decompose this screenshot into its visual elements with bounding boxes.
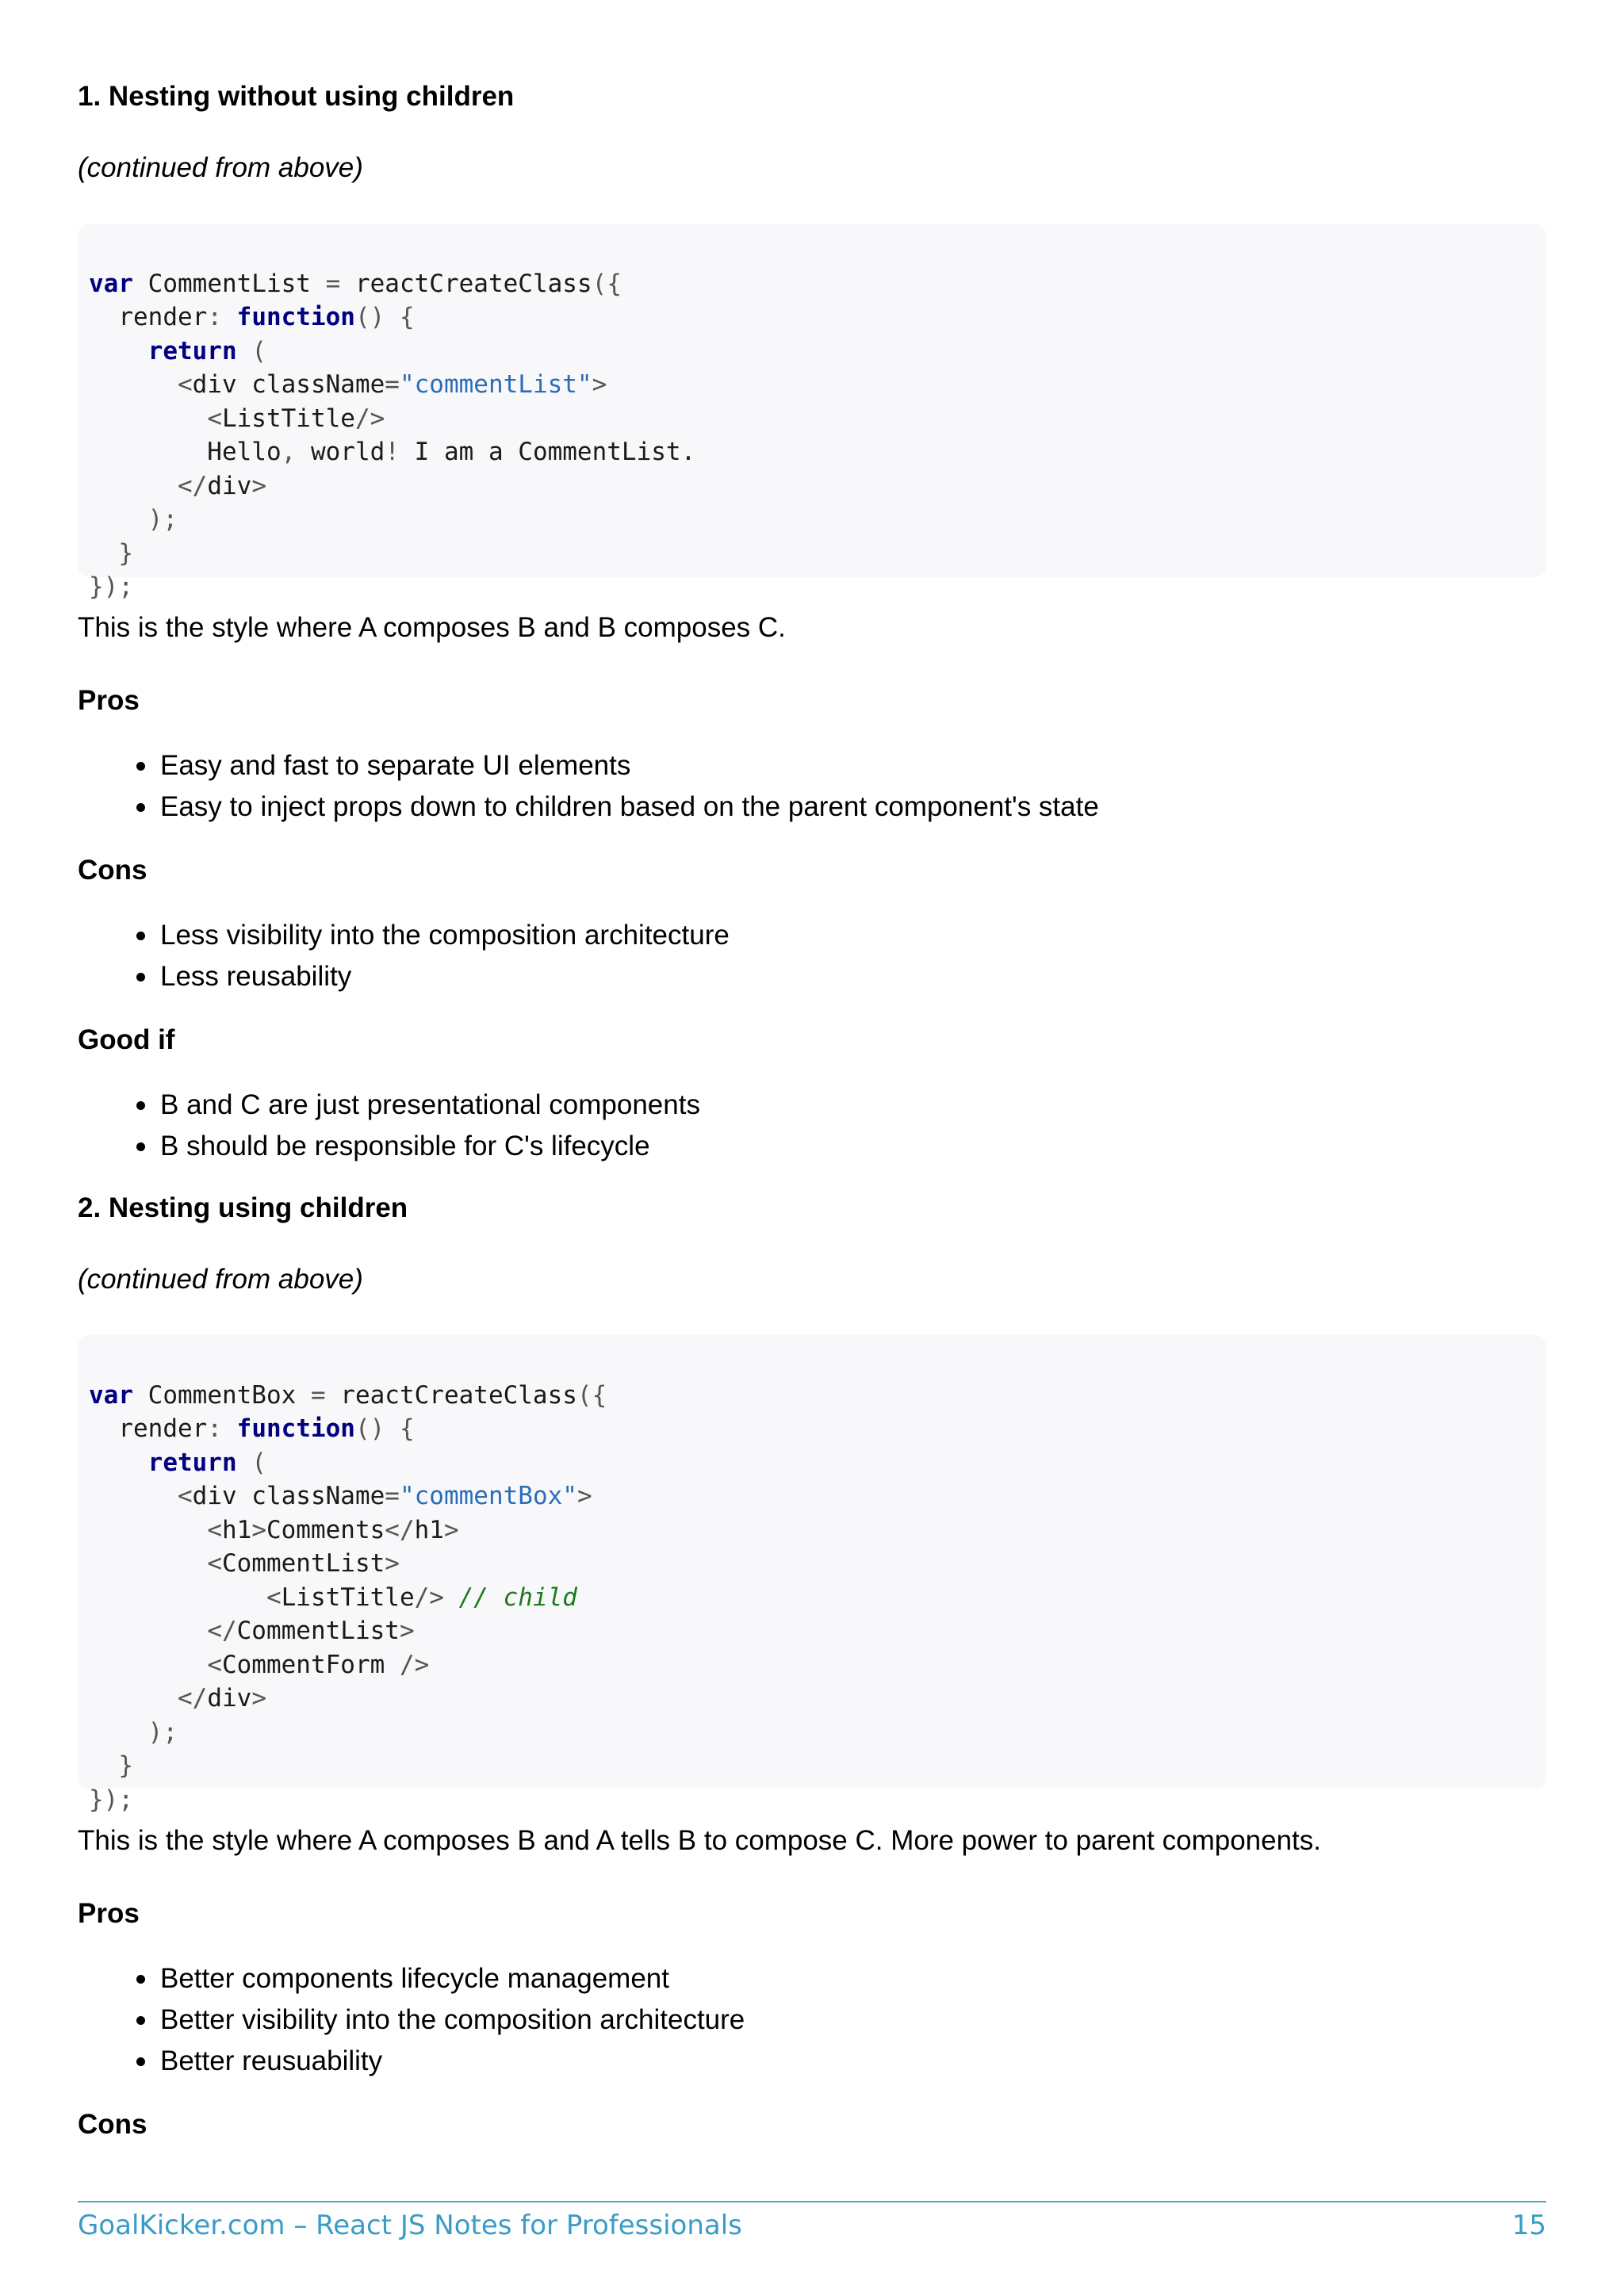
code-keyword: var bbox=[89, 269, 133, 298]
code-line: return ( bbox=[147, 336, 266, 365]
section1-goodif-heading: Good if bbox=[78, 1024, 175, 1055]
section1-cons-heading: Cons bbox=[78, 855, 147, 886]
list-item: Better components lifecycle management bbox=[160, 1958, 745, 1999]
list-item: Easy and fast to separate UI elements bbox=[160, 745, 1099, 786]
code-line: return ( bbox=[147, 1448, 266, 1477]
section1-code-block bbox=[78, 224, 1546, 601]
code-line: } bbox=[118, 538, 133, 568]
list-item: Less reusability bbox=[160, 956, 730, 997]
code-line: render: function() { bbox=[89, 1414, 415, 1443]
list-item: Better reusuability bbox=[160, 2041, 745, 2082]
section1-heading: 1. Nesting without using children bbox=[78, 81, 515, 112]
section2-heading: 2. Nesting using children bbox=[78, 1192, 408, 1223]
list-item: Easy to inject props down to children based on the parent component's state bbox=[160, 786, 1099, 828]
code-line: var CommentList = reactCreateClass({ bbox=[89, 269, 622, 298]
code-line: <div className="commentList"> bbox=[177, 370, 607, 399]
code-line: Hello, world! I am a CommentList. bbox=[89, 438, 696, 466]
section1-continued-note: (continued from above) bbox=[78, 152, 363, 183]
code-line: <CommentList> bbox=[207, 1549, 400, 1578]
code-line: ); bbox=[147, 1717, 178, 1747]
code-line: render: function() { bbox=[89, 303, 415, 331]
code-line: </CommentList> bbox=[207, 1617, 415, 1645]
section1-pros-heading: Pros bbox=[78, 685, 140, 716]
section1-pros-list bbox=[78, 745, 1099, 828]
code-line: </div> bbox=[177, 471, 266, 500]
code-line: <ListTitle/> // child bbox=[266, 1582, 577, 1612]
section1-cons-list bbox=[78, 915, 730, 997]
list-item: Better visibility into the composition architecture bbox=[160, 1999, 745, 2041]
code-line: var CommentBox = reactCreateClass({ bbox=[89, 1380, 607, 1410]
section2-code-block bbox=[78, 1335, 1546, 1814]
page-number: 15 bbox=[1511, 2210, 1546, 2241]
list-item: B and C are just presentational components bbox=[160, 1085, 700, 1126]
code-line: } bbox=[118, 1751, 133, 1780]
code-keyword: var bbox=[89, 1380, 133, 1410]
code-line: <h1>Comments</h1> bbox=[207, 1515, 459, 1544]
section2-continued-note: (continued from above) bbox=[78, 1264, 363, 1295]
code-line: </div> bbox=[177, 1684, 266, 1712]
section2-pros-list bbox=[78, 1958, 745, 2082]
section1-goodif-list bbox=[78, 1085, 700, 1167]
section1-description: This is the style where A composes B and B composes C. bbox=[78, 612, 786, 643]
code-line: <ListTitle/> bbox=[207, 404, 385, 433]
code-line: }); bbox=[89, 572, 133, 601]
footer-title: GoalKicker.com – React JS Notes for Professionals bbox=[78, 2210, 742, 2241]
code-line: ); bbox=[147, 505, 178, 534]
code-line: <div className="commentBox"> bbox=[177, 1482, 592, 1510]
code-comment: // child bbox=[458, 1582, 577, 1612]
section2-cons-heading: Cons bbox=[78, 2109, 147, 2140]
section2-pros-heading: Pros bbox=[78, 1898, 140, 1929]
code-line: }); bbox=[89, 1785, 133, 1814]
footer-divider bbox=[78, 2201, 1546, 2202]
list-item: Less visibility into the composition architecture bbox=[160, 915, 730, 956]
code-line: <CommentForm /> bbox=[207, 1650, 430, 1679]
list-item: B should be responsible for C's lifecycle bbox=[160, 1126, 700, 1167]
section2-description: This is the style where A composes B and A tells B to compose C. More power to parent components. bbox=[78, 1825, 1322, 1856]
